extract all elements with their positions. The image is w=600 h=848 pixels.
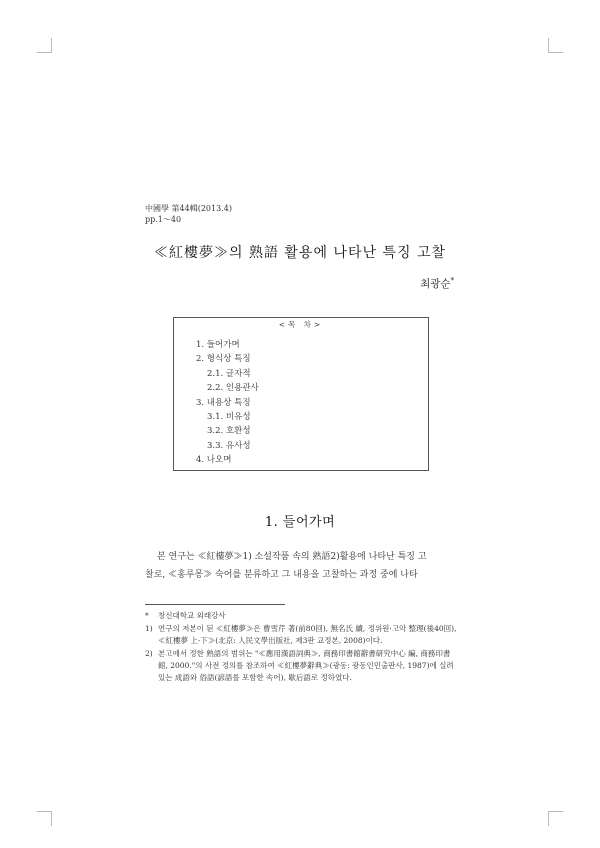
footnote xyxy=(145,648,457,684)
body-line: 본 연구는 ≪紅樓夢≫1) 소설작품 속의 熟語2)활용에 나타난 특징 고 xyxy=(157,552,427,562)
footnote-mark: 1) xyxy=(145,624,153,633)
toc-list xyxy=(196,338,259,468)
crop-mark-bottom-right xyxy=(548,811,563,826)
toc-subitem: 3.3. 유사성 xyxy=(207,440,251,451)
crop-mark-top-left xyxy=(37,38,52,53)
crop-mark-bottom-left xyxy=(37,811,52,826)
toc-subitem: 2.2. 인용관사 xyxy=(207,383,259,394)
crop-mark-top-right xyxy=(548,38,563,53)
footnote xyxy=(145,623,457,647)
journal-pages: pp.1～40 xyxy=(145,215,182,224)
toc-item: 2. 형식상 특징 xyxy=(196,354,251,365)
footnote-text: 창신대학교 외래강사 xyxy=(158,611,226,620)
journal-name: 中國學 第44輯(2013.4) xyxy=(145,204,232,213)
toc-item: 4. 나오며 xyxy=(196,455,232,466)
footnote xyxy=(145,610,457,622)
footnotes xyxy=(145,610,457,685)
journal-info xyxy=(145,203,232,225)
author-name: 최광순 xyxy=(420,278,451,290)
footnote-text: 본고에서 정한 熟語의 범위는 "≪應用漢語詞典≫, 商務印書館辭書研究中心 編, 商務印書館, 2000."의 사전 정의를 참조하여 ≪紅樓夢辭典≫(광동: 광동인민출판사, 1987)에 실려 있는 成語와 俗語(諺語를 포함한 속어), 歇后語로 정하였다. xyxy=(158,649,454,682)
table-of-contents xyxy=(173,317,429,471)
toc-subitem: 3.2. 호환성 xyxy=(207,426,251,437)
toc-heading: <목 차> xyxy=(275,320,327,329)
body-line: 찰로, ≪홍루몽≫ 숙어를 분류하고 그 내용을 고찰하는 과정 중에 나타 xyxy=(145,570,418,580)
footnote-divider xyxy=(145,604,285,605)
footnote-mark: 2) xyxy=(145,649,153,658)
toc-subitem: 3.1. 비유성 xyxy=(207,412,251,423)
toc-item: 1. 들어가며 xyxy=(196,340,240,350)
footnote-text: 연구의 저본이 된 ≪紅樓夢≫은 曹雪芹 著(前80回), 無名氏 續, 정위원·고악 整理(後40回), ≪紅樓夢 上·下≫(北京: 人民文學出版社, 제3판 교정본, 2008)이다. xyxy=(158,624,457,645)
toc-item: 3. 내용상 특징 xyxy=(196,397,251,408)
footnote-mark: * xyxy=(145,611,149,620)
author xyxy=(420,276,454,291)
author-footnote-mark: * xyxy=(450,276,454,285)
toc-subitem: 2.1. 글자적 xyxy=(207,368,251,379)
body-paragraph xyxy=(145,548,455,584)
section-heading: 1. 들어가며 xyxy=(264,515,336,530)
paper-title: ≪紅樓夢≫의 熟語 활용에 나타난 특징 고찰 xyxy=(153,245,446,261)
